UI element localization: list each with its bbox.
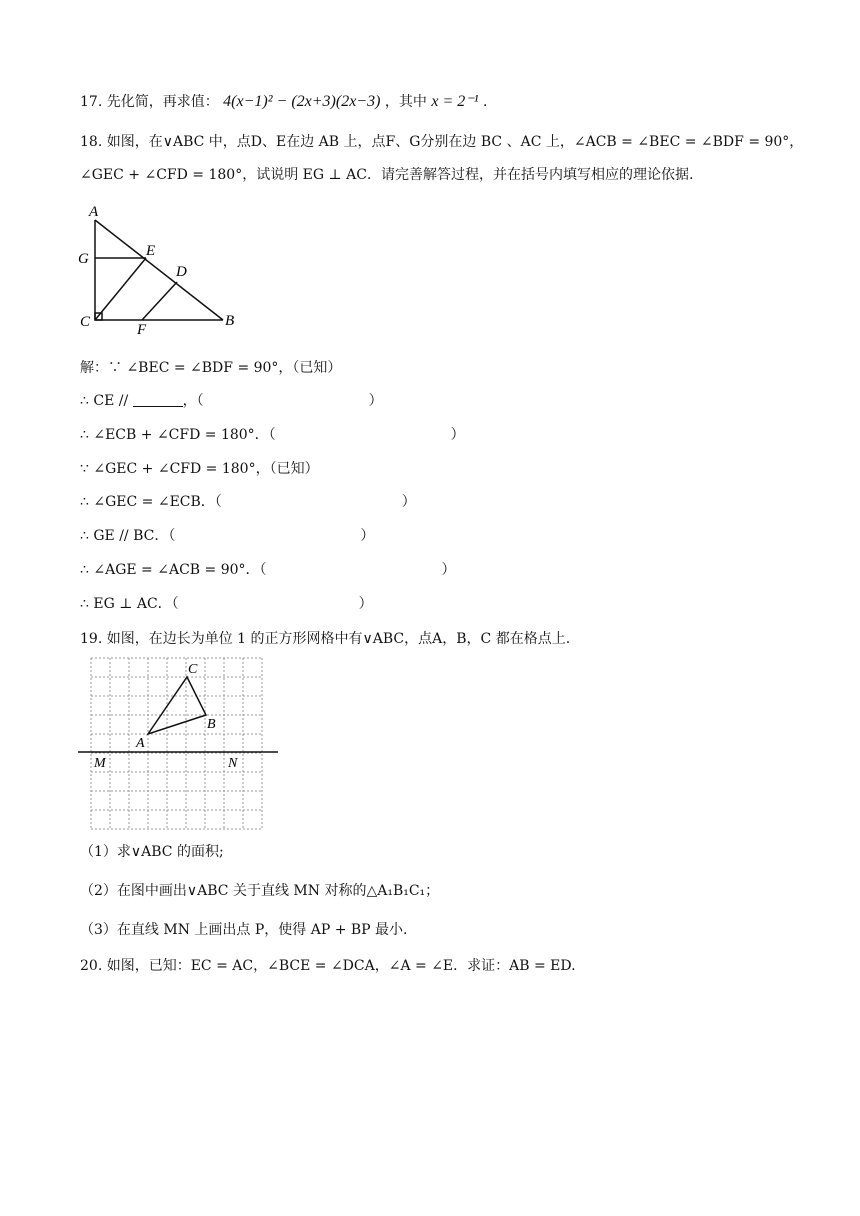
- q17-mid: ，其中: [384, 94, 427, 110]
- label-n: N: [228, 756, 238, 771]
- label-c: C: [188, 662, 198, 677]
- q18-line1: 18. 如图，在∨ABC 中，点D、E在边 AB 上，点F、G分别在边 BC 、AC 上，∠ACB = ∠BEC = ∠BDF = 90°，: [80, 134, 804, 150]
- label-g: G: [78, 251, 89, 267]
- label-b: B: [207, 717, 216, 732]
- q18-step-5: ∴ ∠GEC = ∠ECB．（ ）: [80, 494, 416, 510]
- triangle-abc: [148, 677, 206, 734]
- q18-step-3: ∴ ∠ECB + ∠CFD = 180°．（ ）: [80, 427, 465, 443]
- segment-fd: [142, 282, 177, 320]
- q18-step-6: ∴ GE // BC．（ ）: [80, 528, 375, 544]
- q19-intro: 19. 如图，在边长为单位 1 的正方形网格中有∨ABC，点A，B，C 都在格点上.: [80, 631, 571, 647]
- q19-grid-figure: [78, 654, 288, 834]
- q18-step-1: 解：∵ ∠BEC = ∠BDF = 90°，（已知）: [80, 360, 342, 376]
- q17-expression: 4(x−1)² − (2x+3)(2x−3): [223, 93, 381, 110]
- q19-part-1: （1）求∨ABC 的面积;: [80, 844, 224, 860]
- label-e: E: [146, 243, 156, 259]
- label-a: A: [136, 736, 145, 751]
- label-a: A: [89, 204, 99, 220]
- q18-step-4: ∵ ∠GEC + ∠CFD = 180°，（已知）: [80, 461, 319, 477]
- q19-part-2: （2）在图中画出∨ABC 关于直线 MN 对称的△A₁B₁C₁；: [80, 883, 440, 899]
- label-b: B: [225, 313, 235, 329]
- q18-step-7: ∴ ∠AGE = ∠ACB = 90°．（ ）: [80, 562, 456, 578]
- label-c: C: [80, 314, 91, 330]
- answer-blank[interactable]: [133, 392, 183, 407]
- q17-label: 17. 先化简，再求值：: [80, 94, 219, 110]
- label-f: F: [137, 322, 147, 338]
- q20-text: 20. 如图，已知：EC = AC，∠BCE = ∠DCA，∠A = ∠E．求证：AB = ED.: [80, 958, 576, 974]
- q18-step-2: ∴ CE // ，（ ）: [80, 393, 383, 409]
- q18-step-8: ∴ EG ⊥ AC．（ ）: [80, 596, 373, 612]
- q17-end: .: [482, 94, 488, 110]
- label-m: M: [94, 756, 106, 771]
- segment-ce: [95, 258, 146, 320]
- q17-condition: x = 2⁻¹: [431, 93, 479, 110]
- label-d: D: [176, 264, 187, 280]
- q18-triangle-figure: [76, 200, 256, 340]
- q18-line2: ∠GEC + ∠CFD = 180°，试说明 EG ⊥ AC．请完善解答过程，并在括号内填写相应的理论依据.: [80, 167, 694, 183]
- q19-part-3: （3）在直线 MN 上画出点 P，使得 AP + BP 最小.: [80, 922, 408, 938]
- q17-line: [80, 92, 487, 112]
- segment-ab: [95, 220, 223, 320]
